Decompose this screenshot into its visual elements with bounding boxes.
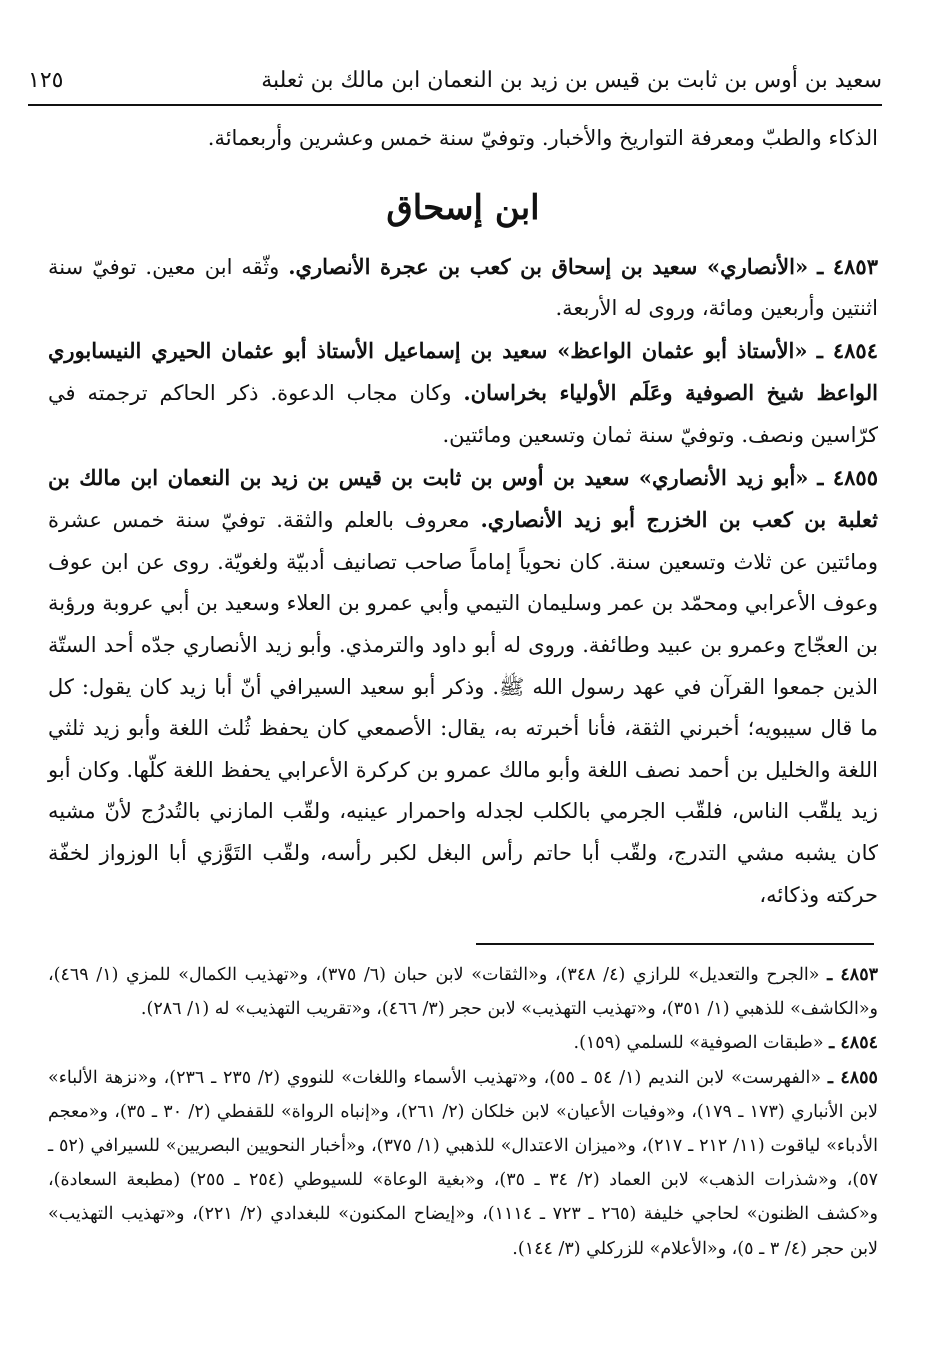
footnote-text: «الفهرست» لابن النديم (١/ ٥٤ ـ ٥٥)، و«تهذيب الأسماء واللغات» للنووي (٢/ ٢٣٥ ـ ٢٣٦)، و«نزهة الألباء» لابن الأنباري (١٧٣ ـ ١٧٩)، و«وفيات الأعيان» لابن خلكان (٢/ ٢٦١)، و«إنباه الرواة» للقفطي (٢/ ٣٠ ـ ٣٥)، و«معجم الأدباء» لياقوت (١١/ ٢١٢ ـ ٢١٧)، و«ميزان الاعتدال» للذهبي (١/ ٣٧٥)، و«أخبار النحويين البصريين» للسيرافي (٥٢ ـ ٥٧)، و«شذرات الذهب» لابن العماد (٢/ ٣٤ ـ ٣٥)، و«بغية الوعاة» للسيوطي (٢٥٤ ـ ٢٥٥) (مطبعة السعادة)، و«كشف الظنون» لحاجي خليفة (٢٦٥ ـ ٧٢٣ ـ ١١١٤)، و«إيضاح المكنون» للبغدادي (٢/ ٢٢١)، و«تهذيب التهذيب» لابن حجر (٤/ ٣ ـ ٥)، و«الأعلام» للزركلي (٣/ ١٤٤). [48,1067,878,1259]
entry-text: وثّقه ابن معين. توفيّ سنة اثنتين وأربعين ومائة، وروى له الأربعة. [48,254,878,321]
entry-title: «الأنصاري» سعيد بن إسحاق بن كعب بن عجرة الأنصاري. [288,253,809,279]
entry-title: «أبو زيد الأنصاري» سعيد بن أوس بن ثابت بن قيس بن زيد بن النعمان ابن مالك بن ثعلبة بن كعب بن الخزرج أبو زيد الأنصاري. [48,464,878,533]
footnote-4855 [48,1061,878,1266]
entry-4854 [48,330,878,457]
page-number: ١٢٥ [28,68,64,93]
entry-title: «الأستاذ أبو عثمان الواعظ» سعيد بن إسماعيل الأستاذ أبو عثمان الحيري النيسابوري الواعظ شيخ الصوفية وعَلَم الأولياء بخراسان. [48,337,878,406]
footnote-rule [476,943,874,945]
entry-number: ٤٨٥٥ ـ [817,464,878,490]
main-text [48,118,878,916]
footnote-4853 [48,958,878,1026]
footnote-number: ٤٨٥٣ ـ [827,965,878,985]
section-heading: ابن إسحاق [386,187,540,228]
running-title: سعيد بن أوس بن ثابت بن قيس بن زيد بن النعمان ابن مالك بن ثعلبة [261,68,882,93]
footnote-text: «الجرح والتعديل» للرازي (٤/ ٣٤٨)، و«الثقات» لابن حبان (٦/ ٣٧٥)، و«تهذيب الكمال» للمزي (١/ ٤٦٩)، و«الكاشف» للذهبي (١/ ٣٥١)، و«تهذيب التهذيب» لابن حجر (٣/ ٤٦٦)، و«تقريب التهذيب» له (١/ ٢٨٦). [48,965,878,1020]
entry-number: ٤٨٥٤ ـ [816,337,878,363]
entry-text: وكان مجاب الدعوة. ذكر الحاكم ترجمته في كرّاسين ونصف. وتوفيّ سنة ثمان وتسعين ومائتين. [48,381,878,447]
footnote-4854 [48,1026,878,1060]
entry-text: معروف بالعلم والثقة. توفيّ سنة خمس عشرة ومائتين عن ثلاث وتسعين سنة. كان نحوياً إماماً صاحب تصانيف أدبيّة ولغويّة. روى عن ابن عوف وعوف الأعرابي ومحمّد بن عمر وسليمان التيمي وأبي عمرو بن العلاء وسعيد بن أبي عروبة ورؤبة بن العجّاج وعمرو بن عبيد وطائفة. وروى له أبو داود والترمذي. وأبو زيد الأنصاري جدّه أحد الستّة الذين جمعوا القرآن في عهد رسول الله ﷺ. وذكر أبو سعيد السيرافي أنّ أبا زيد كان يقول: كل ما قال سيبويه؛ أخبرني الثقة، فأنا أخبرته به، يقال: الأصمعي كان يحفظ ثُلث اللغة وأبو زيد ثلثي اللغة والخليل بن أحمد نصف اللغة وأبو مالك عمرو بن كركرة الأعرابي يحفظ اللغة كلّها. وكان أبو زيد يلقّب الناس، فلقّب الجرمي بالكلب لجدله واحمرار عينيه، ولقّب المازني بالتُدرُج لأنّ مشيه كان يشبه مشي التدرج، ولقّب أبا حاتم رأس البغل لكبر رأسه، ولقّب التَوَّزي أبا الوزواز لخفّة حركته وذكائه، [48,508,878,907]
page-header [28,52,882,96]
header-rule [28,104,882,106]
entry-number: ٤٨٥٣ ـ [817,253,878,279]
intro-paragraph: الذكاء والطبّ ومعرفة التواريخ والأخبار. وتوفيّ سنة خمس وعشرين وأربعمائة. [207,126,878,150]
entry-4855 [48,457,878,917]
entry-4853 [48,246,878,330]
footnote-text: «طبقات الصوفية» للسلمي (١٥٩). [573,1033,824,1054]
footnotes [48,958,878,1266]
footnote-number: ٤٨٥٤ ـ [829,1033,878,1054]
footnote-number: ٤٨٥٥ ـ [827,1067,878,1088]
